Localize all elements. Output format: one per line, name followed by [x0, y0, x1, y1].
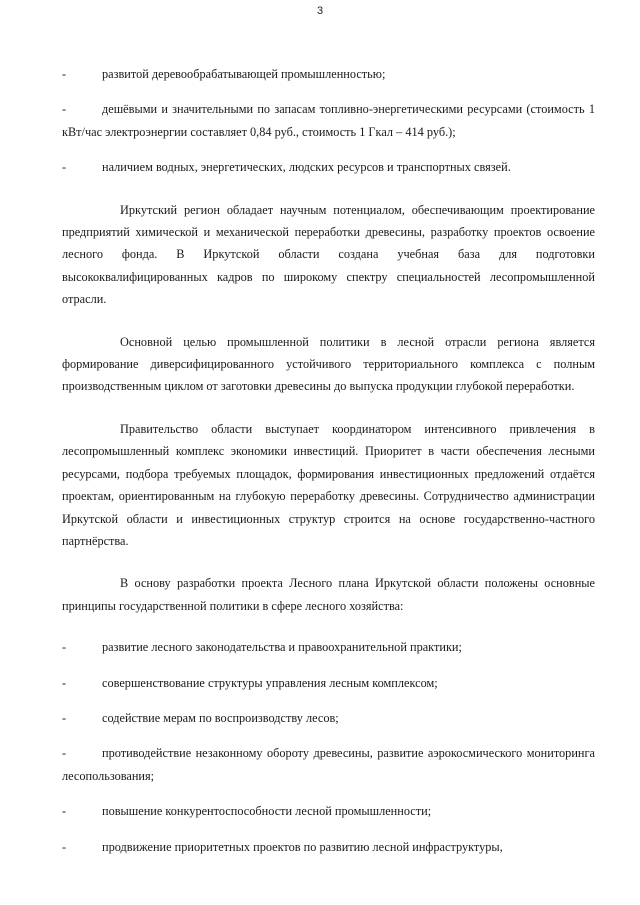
list-item: [62, 707, 595, 729]
dash-marker: -: [62, 839, 67, 854]
list-item-text: противодействие незаконному обороту древесины, развитие аэрокосмического мониторинга лесопользования;: [62, 746, 595, 783]
list-item: [62, 156, 595, 178]
list-item-text: совершенствование структуры управления лесным комплексом;: [102, 675, 438, 690]
dash-marker: -: [62, 804, 67, 819]
list-item: [62, 836, 595, 858]
list-item: [62, 672, 595, 694]
list-item-text: содействие мерам по воспроизводству лесов;: [102, 710, 339, 725]
list-item-text: развитой деревообрабатывающей промышленностью;: [102, 67, 386, 81]
dash-marker: -: [62, 675, 67, 690]
paragraph: Иркутский регион обладает научным потенциалом, обеспечивающим проектирование предприятий химической и механической переработки древесины, разработку проектов освоение лесного фонда. В Иркутской области создана учебная база для подготовки высококвалифицированных кадров по широкому спектру специальностей лесопромышленной отрасли.: [62, 202, 595, 307]
list-item-text: наличием водных, энергетических, людских ресурсов и транспортных связей.: [102, 160, 511, 175]
paragraph: Правительство области выступает координатором интенсивного привлечения в лесопромышленный комплекс экономики инвестиций. Приоритет в части обеспечения лесными ресурсами, подбора требуемых площадок, формирования инвестиционных предложений отдаётся проектам, ориентированным на глубокую переработку древесины. Сотрудничество администрации Иркутской области и инвестиционных структур строится на основе государственно-частного партнёрства.: [62, 421, 595, 548]
dash-marker: -: [62, 160, 67, 175]
list-item-text: развитие лесного законодательства и правоохранительной практики;: [102, 640, 462, 655]
paragraph: В основу разработки проекта Лесного плана Иркутской области положены основные принципы государственной политики в сфере лесного хозяйства:: [62, 576, 595, 613]
list-item: - противодействие незаконному обороту древесины, развитие аэрокосмического мониторинга лесопользования;: [62, 746, 595, 783]
list-item: [62, 636, 595, 658]
dash-marker: -: [62, 67, 67, 81]
page-number: 3: [316, 5, 324, 17]
document-body: [62, 63, 595, 858]
list-item-text: дешёвыми и значительными по запасам топливно-энергетическими ресурсами (стоимость 1 кВт/час электроэнергии составляет 0,84 руб., стоимость 1 Гкал – 414 руб.);: [62, 102, 595, 139]
list-item: [62, 800, 595, 822]
dash-marker: -: [62, 640, 67, 655]
dash-marker: -: [62, 710, 67, 725]
list-item-text: продвижение приоритетных проектов по развитию лесной инфраструктуры,: [102, 839, 503, 854]
list-item: [62, 63, 595, 85]
list-item-text: повышение конкурентоспособности лесной промышленности;: [102, 804, 432, 819]
list-item: - дешёвыми и значительными по запасам топливно-энергетическими ресурсами (стоимость 1 кВт/час электроэнергии составляет 0,84 руб., стоимость 1 Гкал – 414 руб.);: [62, 102, 595, 139]
paragraph: Основной целью промышленной политики в лесной отрасли региона является формирование диверсифицированного устойчивого территориального комплекса с полным производственным циклом от заготовки древесины до выпуска продукции глубокой переработки.: [62, 334, 595, 394]
